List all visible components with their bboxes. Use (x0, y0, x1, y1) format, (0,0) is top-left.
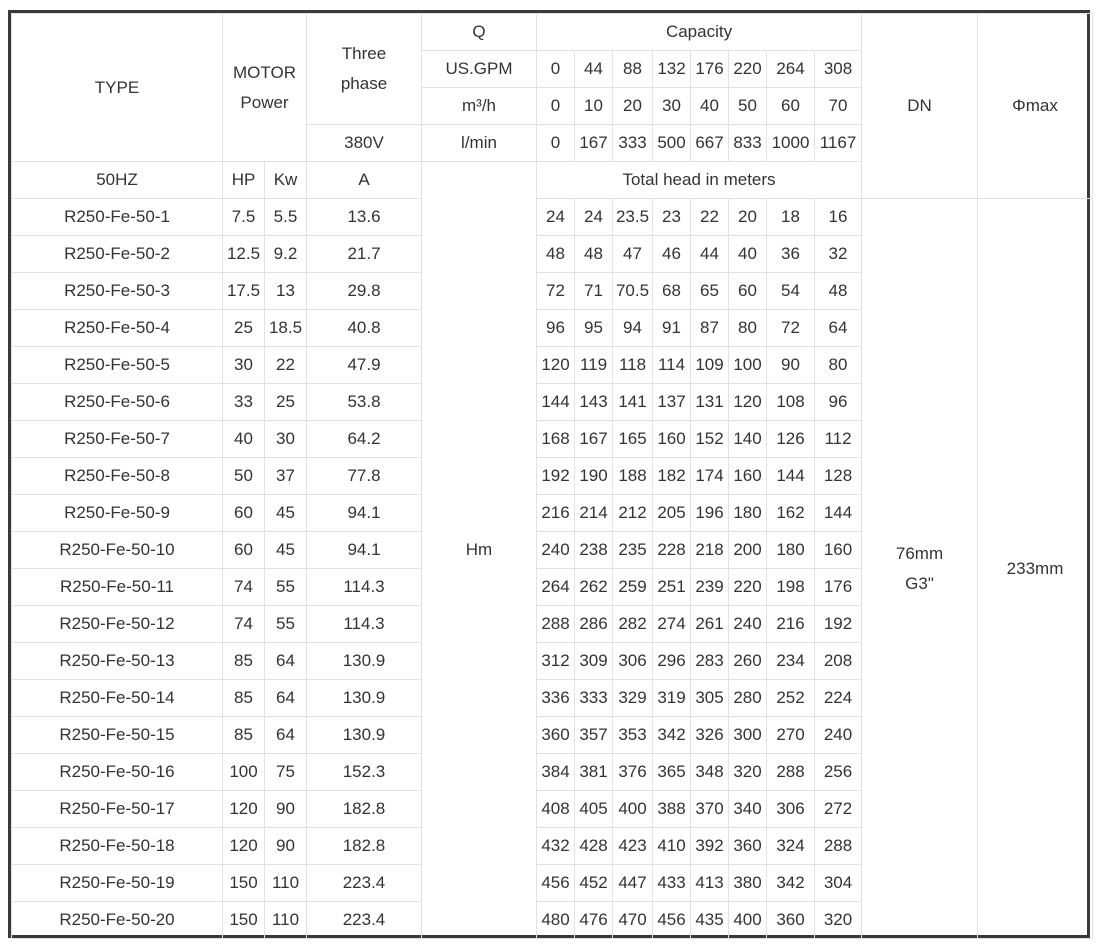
hp-value: 120 (223, 828, 265, 865)
head-value: 220 (729, 569, 767, 606)
head-value: 90 (767, 347, 815, 384)
head-value: 413 (691, 865, 729, 902)
kw-label: Kw (265, 162, 307, 199)
amp-value: 47.9 (307, 347, 422, 384)
head-value: 91 (653, 310, 691, 347)
usgpm-value: 44 (575, 51, 613, 88)
head-value: 48 (537, 236, 575, 273)
head-value: 95 (575, 310, 613, 347)
hp-value: 74 (223, 569, 265, 606)
amp-value: 94.1 (307, 532, 422, 569)
head-value: 141 (613, 384, 653, 421)
head-value: 288 (537, 606, 575, 643)
hp-value: 33 (223, 384, 265, 421)
hp-value: 7.5 (223, 199, 265, 236)
head-value: 433 (653, 865, 691, 902)
kw-value: 18.5 (265, 310, 307, 347)
head-value: 192 (815, 606, 862, 643)
usgpm-value: 220 (729, 51, 767, 88)
model-type: R250-Fe-50-15 (12, 717, 223, 754)
model-type: R250-Fe-50-18 (12, 828, 223, 865)
dn-mm: 76mm (895, 543, 944, 563)
model-type: R250-Fe-50-1 (12, 199, 223, 236)
head-value: 198 (767, 569, 815, 606)
head-value: 120 (537, 347, 575, 384)
header-row-1 (12, 14, 1093, 51)
head-value: 342 (767, 865, 815, 902)
head-value: 376 (613, 754, 653, 791)
head-value: 380 (729, 865, 767, 902)
head-value: 205 (653, 495, 691, 532)
hp-value: 60 (223, 532, 265, 569)
head-value: 80 (815, 347, 862, 384)
usgpm-value: 0 (537, 51, 575, 88)
head-value: 23.5 (613, 199, 653, 236)
head-value: 261 (691, 606, 729, 643)
model-type: R250-Fe-50-2 (12, 236, 223, 273)
head-value: 216 (767, 606, 815, 643)
kw-value: 64 (265, 717, 307, 754)
head-value: 435 (691, 902, 729, 939)
dn-value (862, 199, 978, 939)
head-value: 452 (575, 865, 613, 902)
head-value: 456 (653, 902, 691, 939)
head-value: 333 (575, 680, 613, 717)
phimax-header: Φmax (978, 14, 1093, 199)
head-value: 182 (653, 458, 691, 495)
head-value: 224 (815, 680, 862, 717)
hp-value: 85 (223, 680, 265, 717)
kw-value: 9.2 (265, 236, 307, 273)
head-value: 47 (613, 236, 653, 273)
amp-value: 114.3 (307, 606, 422, 643)
head-value: 251 (653, 569, 691, 606)
lmin-value: 833 (729, 125, 767, 162)
model-type: R250-Fe-50-20 (12, 902, 223, 939)
amp-value: 130.9 (307, 643, 422, 680)
hp-value: 85 (223, 717, 265, 754)
head-value: 120 (729, 384, 767, 421)
model-type: R250-Fe-50-13 (12, 643, 223, 680)
kw-value: 37 (265, 458, 307, 495)
head-value: 235 (613, 532, 653, 569)
head-value: 305 (691, 680, 729, 717)
usgpm-value: 132 (653, 51, 691, 88)
head-value: 36 (767, 236, 815, 273)
head-value: 24 (575, 199, 613, 236)
hp-value: 30 (223, 347, 265, 384)
head-value: 357 (575, 717, 613, 754)
head-value: 216 (537, 495, 575, 532)
kw-value: 75 (265, 754, 307, 791)
amp-value: 130.9 (307, 680, 422, 717)
lmin-value: 500 (653, 125, 691, 162)
usgpm-value: 88 (613, 51, 653, 88)
head-value: 228 (653, 532, 691, 569)
head-value: 46 (653, 236, 691, 273)
head-value: 100 (729, 347, 767, 384)
head-value: 381 (575, 754, 613, 791)
head-value: 87 (691, 310, 729, 347)
phimax-value: 233mm (978, 199, 1093, 939)
amp-value: 94.1 (307, 495, 422, 532)
dn-header: DN (862, 14, 978, 199)
head-value: 259 (613, 569, 653, 606)
m3h-value: 60 (767, 88, 815, 125)
head-value: 20 (729, 199, 767, 236)
head-value: 32 (815, 236, 862, 273)
head-value: 288 (815, 828, 862, 865)
head-value: 54 (767, 273, 815, 310)
model-type: R250-Fe-50-11 (12, 569, 223, 606)
hp-value: 150 (223, 902, 265, 939)
power-label: Power (240, 92, 289, 112)
kw-value: 22 (265, 347, 307, 384)
head-value: 208 (815, 643, 862, 680)
kw-value: 90 (265, 791, 307, 828)
head-value: 400 (729, 902, 767, 939)
amp-value: 77.8 (307, 458, 422, 495)
lmin-value: 1167 (815, 125, 862, 162)
hm-label: Hm (422, 162, 537, 939)
head-value: 272 (815, 791, 862, 828)
amp-value: 223.4 (307, 865, 422, 902)
head-value: 260 (729, 643, 767, 680)
head-value: 64 (815, 310, 862, 347)
head-value: 324 (767, 828, 815, 865)
head-value: 283 (691, 643, 729, 680)
hp-label: HP (223, 162, 265, 199)
head-value: 71 (575, 273, 613, 310)
head-value: 144 (537, 384, 575, 421)
model-type: R250-Fe-50-3 (12, 273, 223, 310)
head-value: 188 (613, 458, 653, 495)
model-type: R250-Fe-50-6 (12, 384, 223, 421)
head-value: 112 (815, 421, 862, 458)
head-value: 365 (653, 754, 691, 791)
head-value: 240 (815, 717, 862, 754)
amp-value: 223.4 (307, 902, 422, 939)
head-value: 192 (537, 458, 575, 495)
kw-value: 90 (265, 828, 307, 865)
m3h-value: 40 (691, 88, 729, 125)
head-value: 240 (537, 532, 575, 569)
three-phase-header (307, 14, 422, 125)
usgpm-label: US.GPM (422, 51, 537, 88)
head-value: 320 (815, 902, 862, 939)
amp-value: 13.6 (307, 199, 422, 236)
head-value: 306 (613, 643, 653, 680)
head-value: 165 (613, 421, 653, 458)
model-type: R250-Fe-50-19 (12, 865, 223, 902)
head-value: 176 (815, 569, 862, 606)
head-value: 288 (767, 754, 815, 791)
head-value: 160 (653, 421, 691, 458)
head-value: 447 (613, 865, 653, 902)
head-value: 252 (767, 680, 815, 717)
head-value: 70.5 (613, 273, 653, 310)
head-value: 319 (653, 680, 691, 717)
lmin-value: 1000 (767, 125, 815, 162)
kw-value: 55 (265, 606, 307, 643)
hp-value: 25 (223, 310, 265, 347)
capacity-header: Capacity (537, 14, 862, 51)
head-value: 180 (767, 532, 815, 569)
lmin-value: 667 (691, 125, 729, 162)
head-value: 143 (575, 384, 613, 421)
head-value: 44 (691, 236, 729, 273)
hp-value: 85 (223, 643, 265, 680)
head-value: 160 (815, 532, 862, 569)
head-value: 18 (767, 199, 815, 236)
model-type: R250-Fe-50-14 (12, 680, 223, 717)
head-value: 96 (537, 310, 575, 347)
kw-value: 45 (265, 495, 307, 532)
head-value: 239 (691, 569, 729, 606)
m3h-value: 10 (575, 88, 613, 125)
head-value: 309 (575, 643, 613, 680)
usgpm-value: 264 (767, 51, 815, 88)
head-value: 296 (653, 643, 691, 680)
head-value: 320 (729, 754, 767, 791)
head-value: 23 (653, 199, 691, 236)
model-type: R250-Fe-50-7 (12, 421, 223, 458)
head-value: 48 (575, 236, 613, 273)
amp-value: 40.8 (307, 310, 422, 347)
model-type: R250-Fe-50-16 (12, 754, 223, 791)
head-value: 312 (537, 643, 575, 680)
head-value: 126 (767, 421, 815, 458)
head-value: 65 (691, 273, 729, 310)
head-value: 286 (575, 606, 613, 643)
model-type: R250-Fe-50-8 (12, 458, 223, 495)
m3h-value: 0 (537, 88, 575, 125)
m3h-value: 50 (729, 88, 767, 125)
head-value: 174 (691, 458, 729, 495)
table-row (12, 199, 1093, 236)
kw-value: 110 (265, 865, 307, 902)
hz-label: 50HZ (12, 162, 223, 199)
head-value: 340 (729, 791, 767, 828)
amp-value: 29.8 (307, 273, 422, 310)
head-value: 196 (691, 495, 729, 532)
head-value: 264 (537, 569, 575, 606)
kw-value: 30 (265, 421, 307, 458)
head-value: 144 (815, 495, 862, 532)
usgpm-value: 176 (691, 51, 729, 88)
head-value: 40 (729, 236, 767, 273)
type-header: TYPE (12, 14, 223, 162)
head-value: 140 (729, 421, 767, 458)
model-type: R250-Fe-50-10 (12, 532, 223, 569)
head-value: 360 (537, 717, 575, 754)
head-value: 306 (767, 791, 815, 828)
head-value: 119 (575, 347, 613, 384)
kw-value: 64 (265, 643, 307, 680)
head-value: 348 (691, 754, 729, 791)
usgpm-value: 308 (815, 51, 862, 88)
head-value: 408 (537, 791, 575, 828)
head-value: 214 (575, 495, 613, 532)
head-value: 190 (575, 458, 613, 495)
head-value: 212 (613, 495, 653, 532)
lmin-value: 167 (575, 125, 613, 162)
pump-spec-table (11, 13, 1093, 939)
head-value: 24 (537, 199, 575, 236)
head-value: 72 (537, 273, 575, 310)
hp-value: 150 (223, 865, 265, 902)
head-value: 329 (613, 680, 653, 717)
head-value: 167 (575, 421, 613, 458)
hp-value: 40 (223, 421, 265, 458)
motor-power-header (223, 14, 307, 162)
head-value: 162 (767, 495, 815, 532)
motor-label: MOTOR (233, 62, 296, 82)
head-value: 96 (815, 384, 862, 421)
m3h-value: 20 (613, 88, 653, 125)
model-type: R250-Fe-50-4 (12, 310, 223, 347)
head-value: 456 (537, 865, 575, 902)
head-value: 392 (691, 828, 729, 865)
amp-label: A (307, 162, 422, 199)
head-value: 234 (767, 643, 815, 680)
head-value: 256 (815, 754, 862, 791)
head-value: 274 (653, 606, 691, 643)
head-value: 280 (729, 680, 767, 717)
hp-value: 120 (223, 791, 265, 828)
amp-value: 130.9 (307, 717, 422, 754)
head-value: 144 (767, 458, 815, 495)
head-value: 108 (767, 384, 815, 421)
amp-value: 64.2 (307, 421, 422, 458)
head-value: 238 (575, 532, 613, 569)
head-value: 16 (815, 199, 862, 236)
head-value: 480 (537, 902, 575, 939)
head-value: 270 (767, 717, 815, 754)
lmin-value: 0 (537, 125, 575, 162)
head-value: 60 (729, 273, 767, 310)
kw-value: 13 (265, 273, 307, 310)
head-value: 360 (729, 828, 767, 865)
head-value: 94 (613, 310, 653, 347)
head-value: 370 (691, 791, 729, 828)
lmin-label: l/min (422, 125, 537, 162)
head-value: 160 (729, 458, 767, 495)
three-label: Three (341, 44, 387, 63)
head-value: 152 (691, 421, 729, 458)
hp-value: 100 (223, 754, 265, 791)
phase-label: phase (340, 74, 388, 93)
total-head-label: Total head in meters (537, 162, 862, 199)
amp-value: 114.3 (307, 569, 422, 606)
amp-value: 182.8 (307, 791, 422, 828)
voltage-label: 380V (307, 125, 422, 162)
head-value: 360 (767, 902, 815, 939)
m3h-value: 30 (653, 88, 691, 125)
kw-value: 64 (265, 680, 307, 717)
kw-value: 55 (265, 569, 307, 606)
head-value: 72 (767, 310, 815, 347)
head-value: 423 (613, 828, 653, 865)
head-value: 109 (691, 347, 729, 384)
head-value: 218 (691, 532, 729, 569)
head-value: 240 (729, 606, 767, 643)
head-value: 200 (729, 532, 767, 569)
hp-value: 74 (223, 606, 265, 643)
kw-value: 110 (265, 902, 307, 939)
amp-value: 21.7 (307, 236, 422, 273)
head-value: 353 (613, 717, 653, 754)
head-value: 118 (613, 347, 653, 384)
head-value: 22 (691, 199, 729, 236)
head-value: 342 (653, 717, 691, 754)
head-value: 282 (613, 606, 653, 643)
hp-value: 17.5 (223, 273, 265, 310)
model-type: R250-Fe-50-17 (12, 791, 223, 828)
head-value: 400 (613, 791, 653, 828)
head-value: 470 (613, 902, 653, 939)
head-value: 262 (575, 569, 613, 606)
head-value: 384 (537, 754, 575, 791)
dn-thread: G3" (905, 573, 934, 593)
head-value: 68 (653, 273, 691, 310)
head-value: 388 (653, 791, 691, 828)
head-value: 180 (729, 495, 767, 532)
head-value: 128 (815, 458, 862, 495)
amp-value: 53.8 (307, 384, 422, 421)
q-header: Q (422, 14, 537, 51)
head-value: 432 (537, 828, 575, 865)
head-value: 326 (691, 717, 729, 754)
model-type: R250-Fe-50-12 (12, 606, 223, 643)
hp-value: 12.5 (223, 236, 265, 273)
head-value: 410 (653, 828, 691, 865)
head-value: 405 (575, 791, 613, 828)
head-value: 168 (537, 421, 575, 458)
m3h-value: 70 (815, 88, 862, 125)
head-value: 80 (729, 310, 767, 347)
model-type: R250-Fe-50-9 (12, 495, 223, 532)
kw-value: 5.5 (265, 199, 307, 236)
lmin-value: 333 (613, 125, 653, 162)
head-value: 336 (537, 680, 575, 717)
hp-value: 50 (223, 458, 265, 495)
kw-value: 45 (265, 532, 307, 569)
head-value: 300 (729, 717, 767, 754)
spec-table-frame (8, 10, 1090, 938)
head-value: 476 (575, 902, 613, 939)
head-value: 428 (575, 828, 613, 865)
head-value: 131 (691, 384, 729, 421)
hp-value: 60 (223, 495, 265, 532)
kw-value: 25 (265, 384, 307, 421)
head-value: 137 (653, 384, 691, 421)
m3h-label: m³/h (422, 88, 537, 125)
amp-value: 182.8 (307, 828, 422, 865)
head-value: 114 (653, 347, 691, 384)
amp-value: 152.3 (307, 754, 422, 791)
model-type: R250-Fe-50-5 (12, 347, 223, 384)
head-value: 304 (815, 865, 862, 902)
head-value: 48 (815, 273, 862, 310)
